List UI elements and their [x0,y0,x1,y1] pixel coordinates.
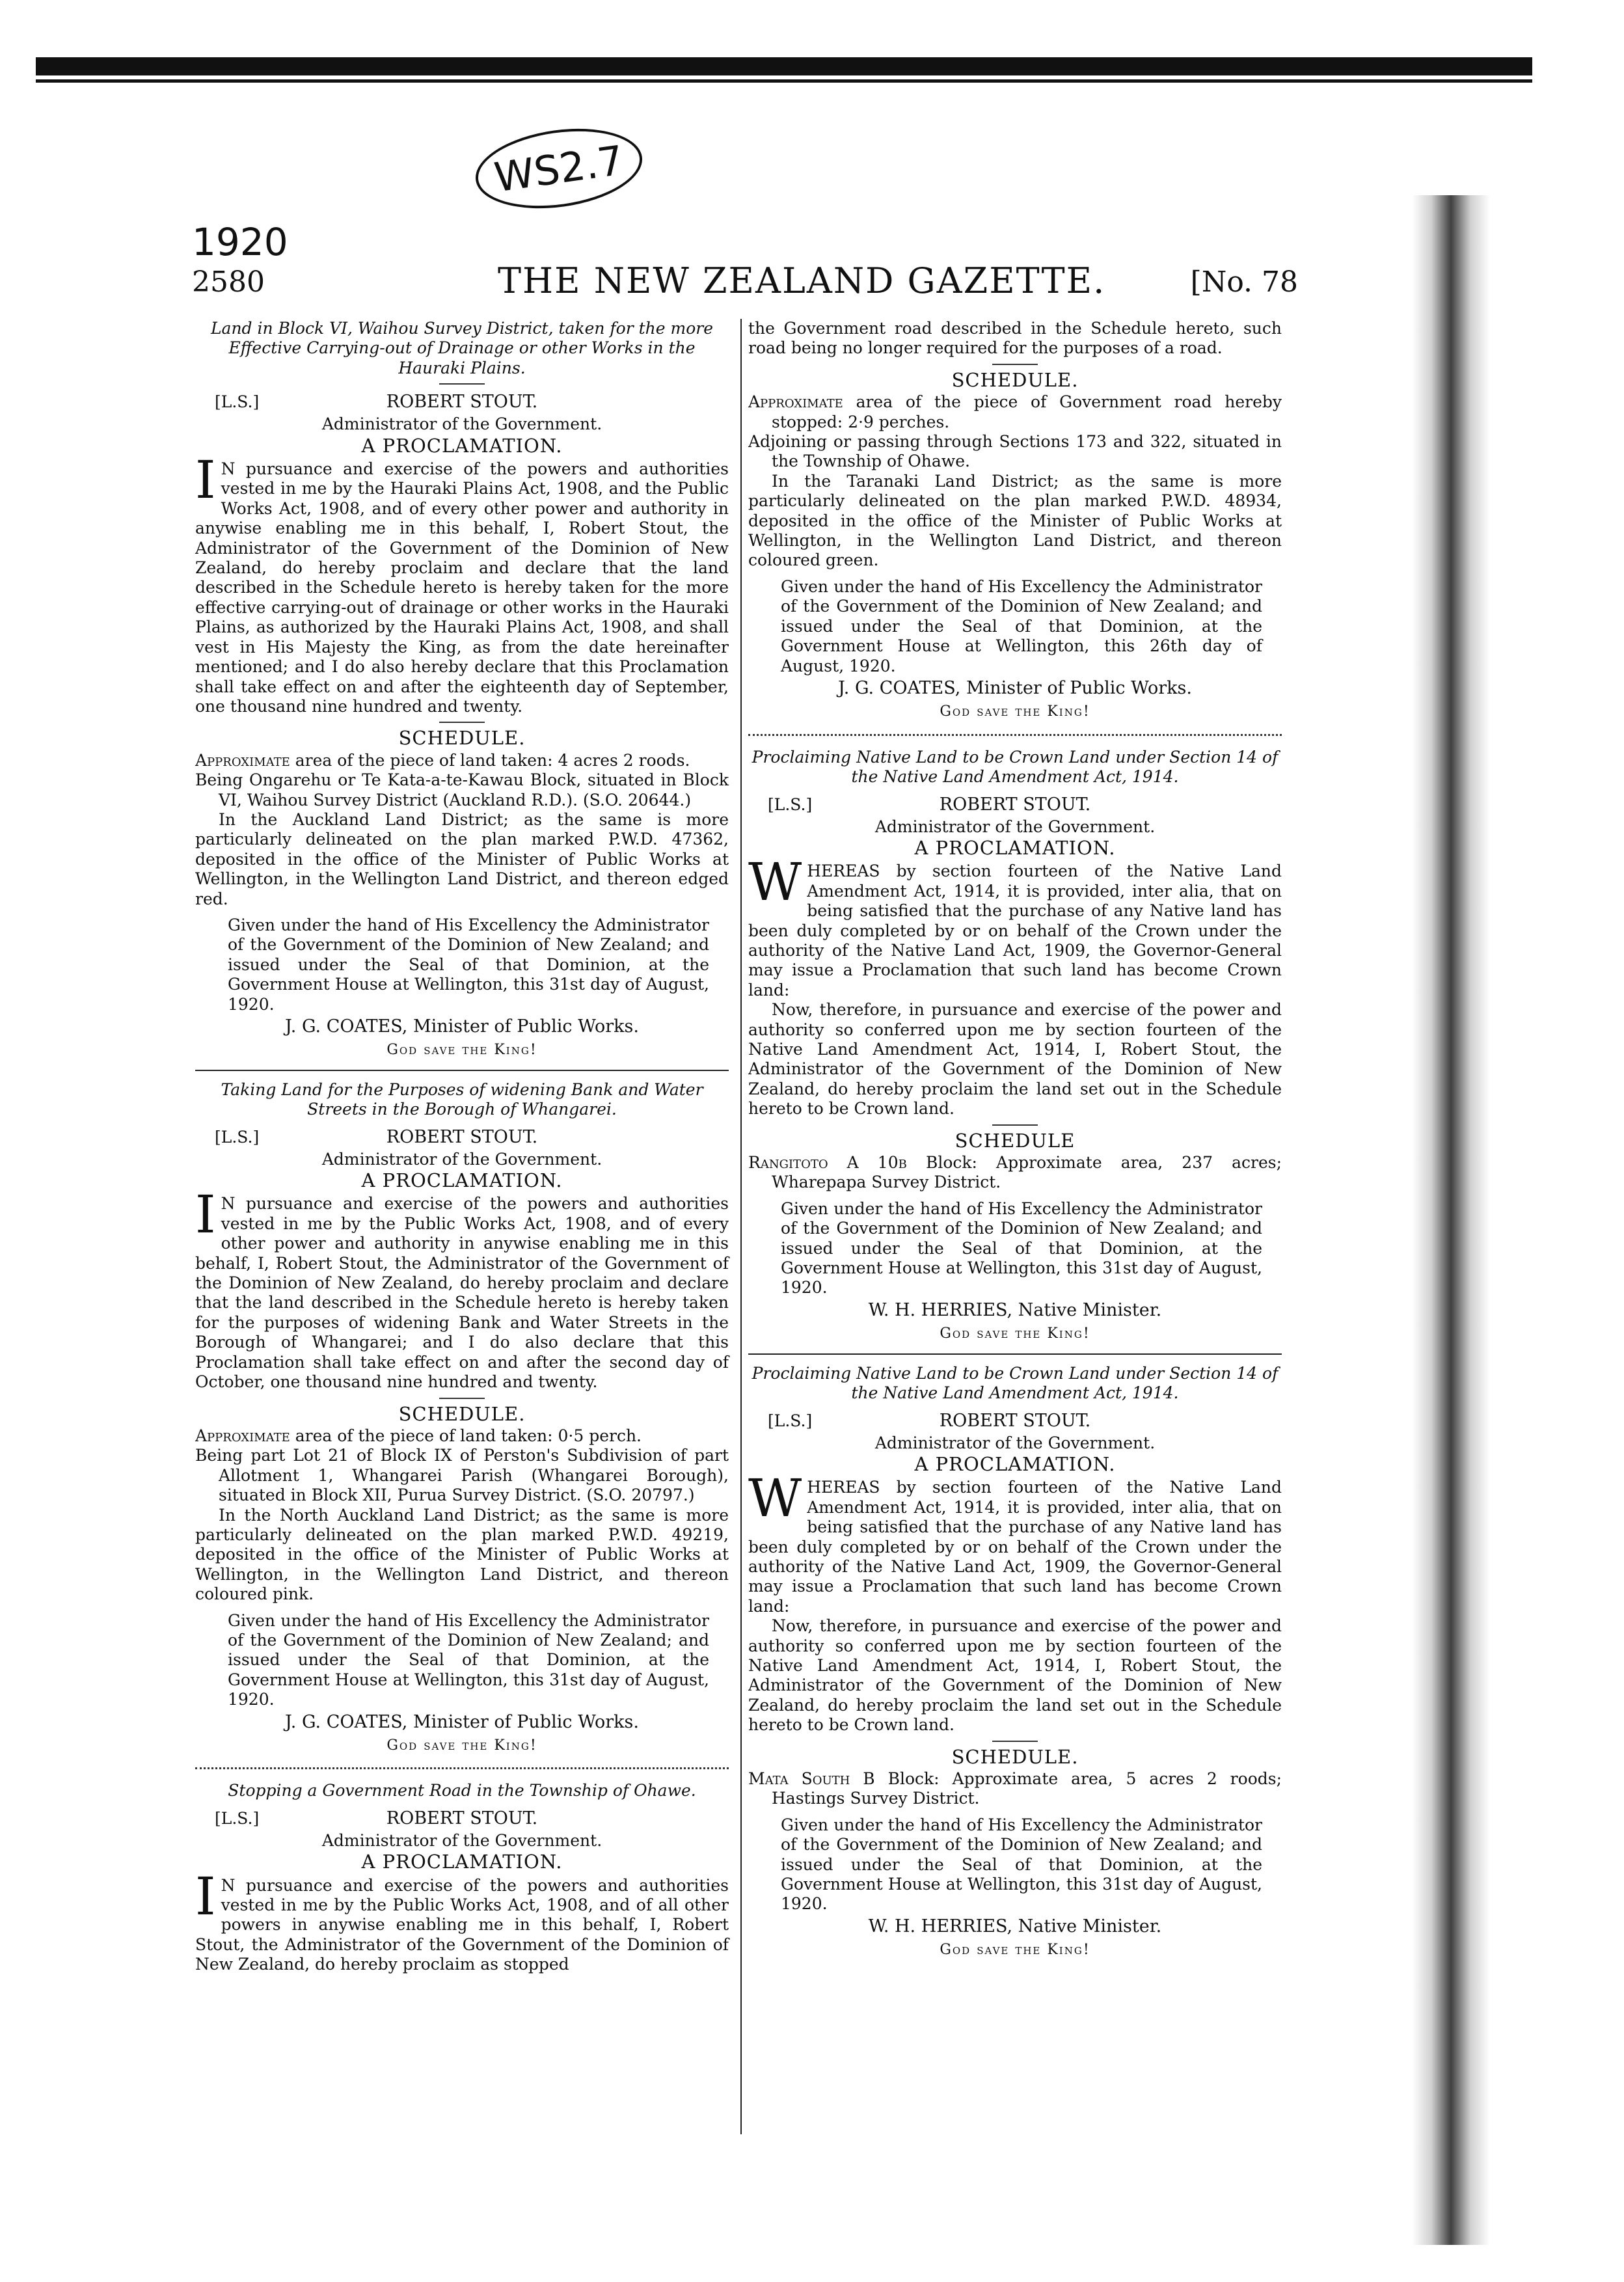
page-header [192,260,1298,306]
schedule-title: SCHEDULE. [398,1402,526,1425]
given-clause: Given under the hand of His Excellency the Administrator of the Government of the Dominion of New Zealand; and issued under the Seal of that Dominion, at the Government House at Wellington, this 31st day of August, 1920. [781,1815,1262,1914]
proclamation-title: A PROCLAMATION. [914,1452,1116,1475]
short-rule [439,1398,485,1399]
minister-signature: J. G. COATES, Minister of Public Works. [285,1016,639,1037]
issue-number: [No. 78 [1190,265,1298,299]
short-rule [992,364,1038,365]
seal-mark: [L.S.] [215,1808,260,1828]
handwritten-reference-stamp: WS2.7 [470,119,647,219]
page-number: 2580 [192,265,265,299]
minister-signature: W. H. HERRIES, Native Minister. [868,1916,1162,1936]
notice-heading: Stopping a Government Road in the Township of Ohawe. [228,1781,696,1800]
god-save-the-king: God save the King! [940,1325,1090,1342]
schedule-area [748,392,1282,432]
schedule-plan: In the North Auckland Land District; as the same is more particularly delineated on the plan marked P.W.D. 49219, deposited in the office of the Minister of Public Works at Wellington, in the Wellington Land District, and thereon coloured pink. [195,1505,729,1604]
given-clause: Given under the hand of His Excellency the Administrator of the Government of the Dominion of New Zealand; and issued under the Seal of that Dominion, at the Government House at Wellington, this 31st day of August, 1920. [228,915,709,1014]
notice-heading: Proclaiming Native Land to be Crown Land under Section 14 of the Native Land Amendment Act, 1914. [751,1363,1279,1403]
schedule-lead: Rangitoto A 10b [748,1153,907,1173]
schedule-description: Being part Lot 21 of Block IX of Perston's Subdivision of part Allotment 1, Whangarei Parish (Whangarei Borough), situated in Block XII, Purua Survey District. (S.O. 20797.) [195,1446,729,1505]
schedule-plan: In the Auckland Land District; as the same is more particularly delineated on the plan marked P.W.D. 47362, deposited in the office of the Minister of Public Works at Wellington, in the Wellington Land District, and thereon edged red. [195,809,729,908]
signatory: ROBERT STOUT. [386,392,538,413]
schedule-lead: Approximate [748,392,843,412]
proclamation-title: A PROCLAMATION. [361,434,563,457]
publication-title: THE NEW ZEALAND GAZETTE. [498,260,1106,301]
seal-mark: [L.S.] [768,1411,813,1430]
proclamation-body: WHEREAS by section fourteen of the Native Land Amendment Act, 1914, it is provided, inter alia, that on being satisfied that the purchase of any Native land has been duly completed by or on behalf of the Crown under the authority of the Native Land Act, 1909, the Governor-General may issue a Proclamation that such land has become Crown land: [748,1468,1282,1616]
seal-mark: [L.S.] [768,795,813,814]
proclamation-title: A PROCLAMATION. [914,836,1116,859]
left-column [195,319,729,1975]
notice-heading: Taking Land for the Purposes of widening Bank and Water Streets in the Borough of Whangarei. [221,1080,703,1119]
short-rule [439,722,485,723]
section-rule [748,1353,1282,1355]
short-rule [439,383,485,385]
schedule-plan: In the Taranaki Land District; as the same is more particularly delineated on the plan marked P.W.D. 48934, deposited in the office of the Minister of Public Works at Wellington, in the Wellington Land District, and thereon coloured green. [748,471,1282,570]
schedule-description: Being Ongarehu or Te Kata-a-te-Kawau Block, situated in Block VI, Waihou Survey District (Auckland R.D.). (S.O. 20644.) [195,770,729,809]
minister-signature: J. G. COATES, Minister of Public Works. [285,1711,639,1732]
office-title: Administrator of the Government. [321,1830,602,1850]
office-title: Administrator of the Government. [874,817,1156,836]
binding-edge-shadow [1412,195,1490,2245]
notice-mata-south-crown-land [748,1364,1282,1961]
proclamation-body: IN pursuance and exercise of the powers and authorities vested in me by the Public Works Act, 1908, and of all other powers in anywise enabling me in this behalf, I, Robert Stout, the Administrator of the Government of the Dominion of New Zealand, do hereby proclaim as stopped [195,1866,729,1974]
proclamation-title: A PROCLAMATION. [361,1169,563,1192]
notice-whangarei-streets [195,1080,729,1756]
seal-row [748,795,1282,817]
proclamation-body: IN pursuance and exercise of the powers and authorities vested in me by the Hauraki Plains Act, 1908, and the Public Works Act, 1908, and of every other power and authority in anywise enabling me in this behalf, I, Robert Stout, the Administrator of the Government of the Dominion of New Zealand, do hereby proclaim and declare that the land described in the Schedule hereto is hereby taken for the more effective carrying-out of drainage or other works in the Hauraki Plains, as authorized by the Hauraki Plains Act, 1908, and shall vest in His Majesty the King, as from the date hereinafter mentioned; and I do also hereby declare that this Proclamation shall take effect on and after the eighteenth day of September, one thousand nine hundred and twenty. [195,450,729,716]
notice-heading: Proclaiming Native Land to be Crown Land under Section 14 of the Native Land Amendment Act, 1914. [751,747,1279,787]
god-save-the-king: God save the King! [386,1737,537,1754]
notice-rangitoto-crown-land [748,748,1282,1344]
schedule-lead: Approximate [195,750,290,770]
schedule-lead: Mata South B [748,1769,875,1788]
notice-ohawe-road-continued [748,319,1282,722]
seal-row [195,1809,729,1831]
top-border-bar [36,57,1532,75]
schedule-area [748,1769,1282,1809]
proclamation-title: A PROCLAMATION. [361,1851,563,1873]
signatory: ROBERT STOUT. [939,794,1091,815]
schedule-area [195,751,729,770]
column-divider [740,319,742,2134]
top-border-line [36,79,1532,83]
minister-signature: W. H. HERRIES, Native Minister. [868,1299,1162,1320]
god-save-the-king: God save the King! [940,703,1090,720]
office-title: Administrator of the Government. [321,1149,602,1169]
section-rule [195,1070,729,1071]
office-title: Administrator of the Government. [321,414,602,434]
office-title: Administrator of the Government. [874,1433,1156,1452]
schedule-text: area of the piece of land taken: 0·5 perch. [295,1426,642,1445]
continued-text: the Government road described in the Schedule hereto, such road being no longer required for the purposes of a road. [748,319,1282,358]
schedule-area [748,1153,1282,1193]
proclamation-body-continued: Now, therefore, in pursuance and exercise of the power and authority so conferred upon me by section fourteen of the Native Land Amendment Act, 1914, I, Robert Stout, the Administrator of the Government of the Dominion of New Zealand, do hereby proclaim the land set out in the Schedule hereto to be Crown land. [748,1000,1282,1119]
schedule-text: Block: Approximate area, 237 acres; Wharepapa Survey District. [772,1153,1282,1192]
handwritten-year: 1920 [192,220,288,264]
short-rule [992,1741,1038,1742]
seal-mark: [L.S.] [215,1127,260,1147]
right-column [748,319,1282,1964]
notice-hauraki-drainage [195,319,729,1061]
seal-row [195,392,729,414]
minister-signature: J. G. COATES, Minister of Public Works. [838,677,1192,698]
given-clause: Given under the hand of His Excellency the Administrator of the Government of the Dominion of New Zealand; and issued under the Seal of that Dominion, at the Government House at Wellington, this 31st day of August, 1920. [228,1610,709,1709]
proclamation-body: WHEREAS by section fourteen of the Native Land Amendment Act, 1914, it is provided, inter alia, that on being satisfied that the purchase of any Native land has been duly completed by or on behalf of the Crown under the authority of the Native Land Act, 1909, the Governor-General may issue a Proclamation that such land has become Crown land: [748,852,1282,999]
schedule-title: SCHEDULE. [951,368,1079,391]
schedule-title: SCHEDULE [954,1129,1076,1152]
proclamation-body: IN pursuance and exercise of the powers and authorities vested in me by the Public Works Act, 1908, and of every other power and authority in anywise enabling me in this behalf, I, Robert Stout, the Administrator of the Government of the Dominion of New Zealand, do hereby proclaim and declare that the land described in the Schedule hereto is hereby taken for the purposes of widening Bank and Water Streets in the Borough of Whangarei; and I do also declare that this Proclamation shall take effect on and after the second day of October, one thousand nine hundred and twenty. [195,1184,729,1392]
section-rule [748,734,1282,736]
seal-mark: [L.S.] [215,392,260,412]
schedule-description: Adjoining or passing through Sections 173 and 322, situated in the Township of Ohawe. [748,432,1282,471]
schedule-title: SCHEDULE. [951,1745,1079,1768]
god-save-the-king: God save the King! [940,1942,1090,1959]
schedule-title: SCHEDULE. [398,727,526,750]
notice-heading: Land in Block VI, Waihou Survey District, taken for the more Effective Carrying-out of Drainage or other Works in the Hauraki Plains. [210,319,714,377]
proclamation-body-continued: Now, therefore, in pursuance and exercise of the power and authority so conferred upon me by section fourteen of the Native Land Amendment Act, 1914, I, Robert Stout, the Administrator of the Government of the Dominion of New Zealand, do hereby proclaim the land set out in the Schedule hereto to be Crown land. [748,1616,1282,1735]
god-save-the-king: God save the King! [386,1042,537,1059]
notice-ohawe-road [195,1781,729,1974]
signatory: ROBERT STOUT. [939,1410,1091,1431]
signatory: ROBERT STOUT. [386,1808,538,1828]
schedule-area [195,1426,729,1446]
given-clause: Given under the hand of His Excellency the Administrator of the Government of the Dominion of New Zealand; and issued under the Seal of that Dominion, at the Government House at Wellington, this 31st day of August, 1920. [781,1199,1262,1297]
schedule-text: area of the piece of Government road hereby stopped: 2·9 perches. [772,392,1282,431]
seal-row [748,1411,1282,1433]
section-rule [195,1767,729,1769]
schedule-lead: Approximate [195,1426,290,1445]
short-rule [992,1124,1038,1126]
schedule-text: Block: Approximate area, 5 acres 2 roods; Hastings Survey District. [772,1769,1282,1808]
schedule-text: area of the piece of land taken: 4 acres 2 roods. [295,750,690,770]
given-clause: Given under the hand of His Excellency the Administrator of the Government of the Dominion of New Zealand; and issued under the Seal of that Dominion, at the Government House at Wellington, this 26th day of August, 1920. [781,577,1262,675]
signatory: ROBERT STOUT. [386,1126,538,1147]
seal-row [195,1128,729,1150]
